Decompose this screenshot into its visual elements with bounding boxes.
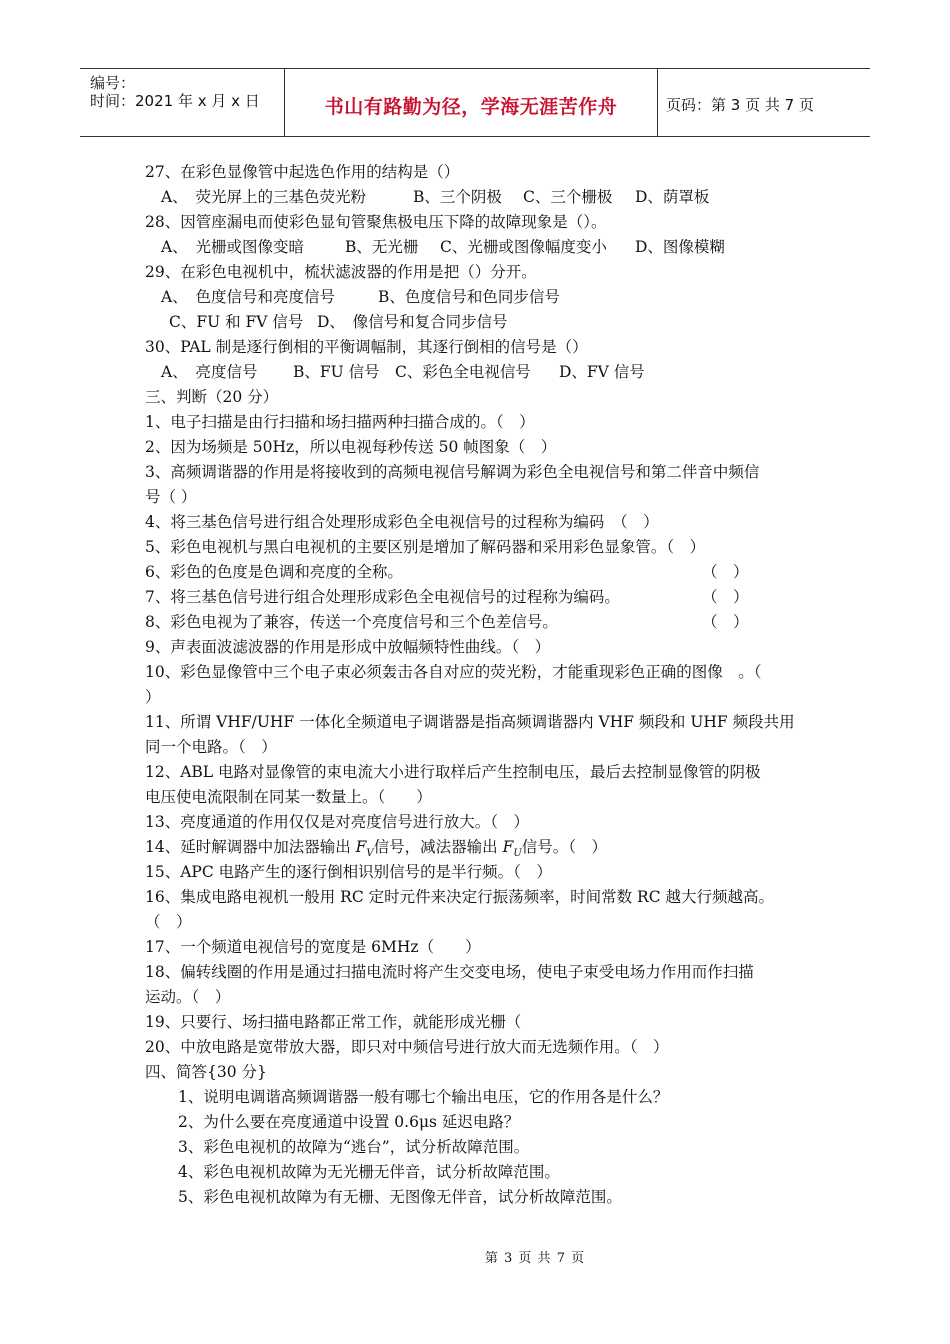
q14-text-pre: 14、延时解调器中加法器输出 [145, 838, 356, 856]
short-answer-question: 3、彩色电视机的故障为“逃台”，试分析故障范围。 [178, 1138, 530, 1156]
header-page-label: 页码：第 3 页 共 7 页 [666, 96, 814, 114]
fu-subscript: U [513, 848, 522, 860]
answer-paren: （ ） [702, 613, 749, 631]
q14-text-post: 信号。（ ） [521, 838, 608, 856]
page-footer: 第 3 页 共 7 页 [484, 1251, 586, 1266]
short-answer-question: 4、彩色电视机故障为无光栅无伴音，试分析故障范围。 [178, 1163, 560, 1181]
tf-question: 7、将三基色信号进行组合处理形成彩色全电视信号的过程称为编码。 [145, 588, 620, 606]
tf-question-cont: 运动。（ ） [145, 988, 231, 1006]
header-right-cell [656, 69, 870, 136]
section-title: 四、简答{30 分} [145, 1063, 267, 1081]
tf-question: 5、彩色电视机与黑白电视机的主要区别是增加了解码器和采用彩色显象管。（ ） [145, 538, 706, 556]
tf-question: 9、声表面波滤波器的作用是形成中放幅频特性曲线。（ ） [145, 638, 551, 656]
header-middle-cell [284, 69, 658, 136]
tf-question-cont: 电压使电流限制在同某一数量上。（ ） [145, 788, 432, 806]
tf-question: 13、亮度通道的作用仅仅是对亮度信号进行放大。（ ） [145, 813, 529, 831]
mc-option: A、 色度信号和亮度信号 [161, 288, 335, 306]
fv-symbol: F [355, 838, 367, 856]
mc-option: B、FU 信号 [293, 363, 380, 381]
tf-question: 3、高频调谐器的作用是将接收到的高频电视信号解调为彩色全电视信号和第二伴音中频信 [145, 463, 760, 481]
mc-option: D、图像模糊 [635, 238, 725, 256]
mc-option: B、三个阴极 [413, 188, 502, 206]
tf-question: 16、集成电路电视机一般用 RC 定时元件来决定行振荡频率，时间常数 RC 越大行频越高。 [145, 888, 774, 906]
document-date-label: 时间：2021 年 x 月 x 日 [90, 92, 260, 110]
tf-question-cont: （ ） [145, 913, 192, 931]
header-motto: 书山有路勤为径，学海无涯苦作舟 [324, 96, 618, 118]
tf-question: 11、所谓 VHF/UHF 一体化全频道电子调谐器是指高频调谐器内 VHF 频段和 UHF 频段共用 [145, 713, 795, 731]
tf-question: 8、彩色电视为了兼容，传送一个亮度信号和三个色差信号。 [145, 613, 558, 631]
tf-question: 6、彩色的色度是色调和亮度的全称。 [145, 563, 403, 581]
mc-option: A、 光栅或图像变暗 [161, 238, 304, 256]
mc-option: D、FV 信号 [559, 363, 645, 381]
tf-question: 19、只要行、场扫描电路都正常工作，就能形成光栅（ [145, 1013, 522, 1031]
mc-question: 28、因管座漏电而使彩色显旬管聚焦极电压下降的故障现象是（）。 [145, 213, 607, 231]
mc-option: C、光栅或图像幅度变小 [440, 238, 607, 256]
mc-option: B、无光栅 [345, 238, 419, 256]
mc-option: A、 荧光屏上的三基色荧光粉 [161, 188, 366, 206]
section-title: 三、判断（20 分） [145, 388, 279, 406]
tf-question: 1、电子扫描是由行扫描和场扫描两种扫描合成的。（ ） [145, 413, 535, 431]
mc-question: 29、在彩色电视机中，梳状滤波器的作用是把（）分开。 [145, 263, 537, 281]
tf-question: 2、因为场频是 50Hz，所以电视每秒传送 50 帧图象（ ） [145, 438, 557, 456]
mc-option: C、彩色全电视信号 [395, 363, 531, 381]
mc-option: B、色度信号和色同步信号 [378, 288, 560, 306]
tf-question-cont: 同一个电路。（ ） [145, 738, 277, 756]
answer-paren: （ ） [702, 563, 749, 581]
tf-question: 12、ABL 电路对显像管的束电流大小进行取样后产生控制电压，最后去控制显像管的阴极 [145, 763, 761, 781]
fv-subscript: V [366, 848, 374, 860]
tf-question: 20、中放电路是宽带放大器，即只对中频信号进行放大而无选频作用。（ ） [145, 1038, 669, 1056]
mc-option: C、三个栅极 [523, 188, 613, 206]
document-number-label: 编号： [90, 74, 136, 92]
q14-text-mid: 信号，减法器输出 [373, 838, 503, 856]
mc-question: 27、在彩色显像管中起选色作用的结构是（） [145, 163, 460, 181]
mc-option: D、荫罩板 [635, 188, 710, 206]
tf-question [145, 835, 607, 859]
mc-option: C、FU 和 FV 信号 [169, 313, 304, 331]
tf-question: 10、彩色显像管中三个电子束必须轰击各自对应的荧光粉，才能重现彩色正确的图像 。（ [145, 663, 762, 681]
mc-option: D、 像信号和复合同步信号 [317, 313, 508, 331]
tf-question: 18、偏转线圈的作用是通过扫描电流时将产生交变电场，使电子束受电场力作用而作扫描 [145, 963, 754, 981]
mc-question: 30、PAL 制是逐行倒相的平衡调幅制，其逐行倒相的信号是（） [145, 338, 588, 356]
tf-question-cont: ） [145, 688, 161, 706]
fu-symbol: F [502, 838, 514, 856]
tf-question: 15、APC 电路产生的逐行倒相识别信号的是半行频。（ ） [145, 863, 552, 881]
tf-question-cont: 号（ ） [145, 488, 197, 506]
header-left-cell [80, 69, 284, 136]
short-answer-question: 2、为什么要在亮度通道中设置 0.6μs 延迟电路？ [178, 1113, 520, 1131]
tf-question: 17、一个频道电视信号的宽度是 6MHz（ ） [145, 938, 481, 956]
tf-question: 4、将三基色信号进行组合处理形成彩色全电视信号的过程称为编码 （ ） [145, 513, 659, 531]
short-answer-question: 5、彩色电视机故障为有无栅、无图像无伴音，试分析故障范围。 [178, 1188, 622, 1206]
page-header [80, 68, 870, 137]
mc-option: A、 亮度信号 [161, 363, 258, 381]
answer-paren: （ ） [702, 588, 749, 606]
short-answer-question: 1、说明电调谐高频调谐器一般有哪七个输出电压，它的作用各是什么？ [178, 1088, 669, 1106]
